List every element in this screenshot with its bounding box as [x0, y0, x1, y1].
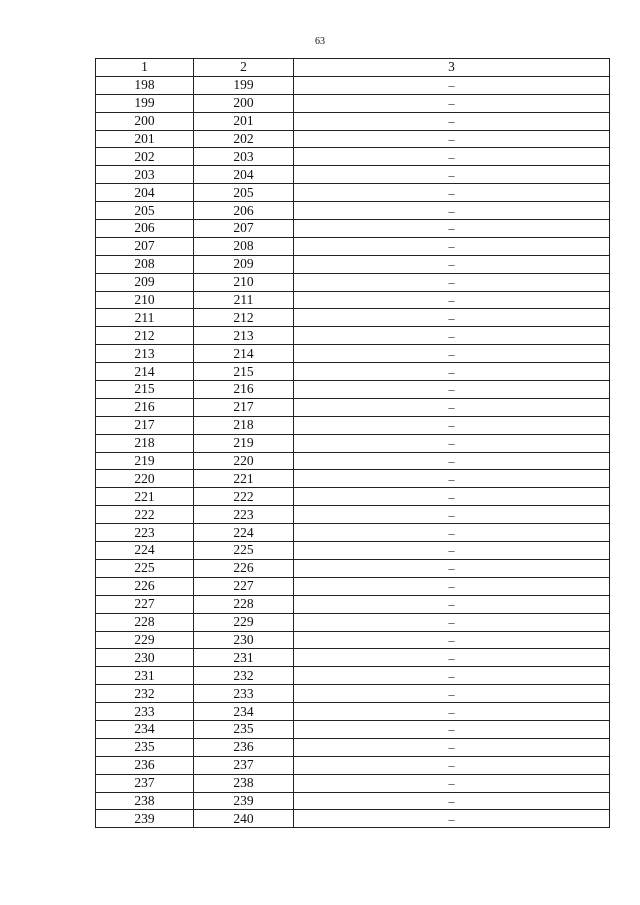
table-cell-col-1: 214	[96, 363, 194, 381]
table-row	[96, 559, 610, 577]
table-cell-col-2: 223	[194, 506, 294, 524]
table-cell-col-3: –	[294, 756, 610, 774]
table-cell-col-3: –	[294, 363, 610, 381]
table-cell-col-1: 213	[96, 345, 194, 363]
table-row	[96, 237, 610, 255]
table-cell-col-1: 233	[96, 703, 194, 721]
table-row	[96, 720, 610, 738]
table-cell-col-1: 201	[96, 130, 194, 148]
table-row	[96, 792, 610, 810]
table-cell-col-3: –	[294, 738, 610, 756]
table-cell-col-2: 220	[194, 452, 294, 470]
table-row	[96, 345, 610, 363]
table-row	[96, 595, 610, 613]
table-cell-col-2: 222	[194, 488, 294, 506]
table-cell-col-3: –	[294, 273, 610, 291]
table-row	[96, 524, 610, 542]
table-cell-col-3: –	[294, 398, 610, 416]
table-cell-col-1: 219	[96, 452, 194, 470]
table-cell-col-1: 225	[96, 559, 194, 577]
table-cell-col-2: 213	[194, 327, 294, 345]
table-cell-col-1: 234	[96, 720, 194, 738]
table-cell-col-3: –	[294, 184, 610, 202]
table-cell-col-3: –	[294, 595, 610, 613]
table-cell-col-1: 238	[96, 792, 194, 810]
table-cell-col-3: –	[294, 291, 610, 309]
column-header-3: 3	[294, 59, 610, 77]
table-cell-col-1: 221	[96, 488, 194, 506]
table-cell-col-1: 218	[96, 434, 194, 452]
table-row	[96, 202, 610, 220]
table-cell-col-3: –	[294, 720, 610, 738]
table-cell-col-2: 226	[194, 559, 294, 577]
table-row	[96, 506, 610, 524]
table-cell-col-3: –	[294, 506, 610, 524]
table-cell-col-2: 202	[194, 130, 294, 148]
table-cell-col-2: 234	[194, 703, 294, 721]
table-cell-col-1: 212	[96, 327, 194, 345]
table-cell-col-1: 220	[96, 470, 194, 488]
table-cell-col-3: –	[294, 220, 610, 238]
table-cell-col-1: 211	[96, 309, 194, 327]
table-cell-col-2: 215	[194, 363, 294, 381]
table-row	[96, 184, 610, 202]
table-cell-col-1: 231	[96, 667, 194, 685]
table-cell-col-2: 228	[194, 595, 294, 613]
table-row	[96, 470, 610, 488]
table-cell-col-1: 239	[96, 810, 194, 828]
table-row	[96, 255, 610, 273]
table-cell-col-1: 199	[96, 94, 194, 112]
table-cell-col-2: 206	[194, 202, 294, 220]
table-cell-col-2: 203	[194, 148, 294, 166]
table-row	[96, 148, 610, 166]
table-cell-col-2: 201	[194, 112, 294, 130]
table-cell-col-3: –	[294, 452, 610, 470]
table-cell-col-3: –	[294, 327, 610, 345]
table-row	[96, 649, 610, 667]
table-cell-col-3: –	[294, 76, 610, 94]
table-cell-col-1: 205	[96, 202, 194, 220]
table-cell-col-3: –	[294, 810, 610, 828]
table-row	[96, 631, 610, 649]
table-cell-col-3: –	[294, 434, 610, 452]
table-cell-col-1: 222	[96, 506, 194, 524]
table-cell-col-2: 227	[194, 577, 294, 595]
table-cell-col-3: –	[294, 255, 610, 273]
table-cell-col-1: 228	[96, 613, 194, 631]
table-cell-col-3: –	[294, 703, 610, 721]
table-row	[96, 452, 610, 470]
table-cell-col-3: –	[294, 649, 610, 667]
table-cell-col-2: 219	[194, 434, 294, 452]
table-row	[96, 738, 610, 756]
table-cell-col-3: –	[294, 202, 610, 220]
table-row	[96, 756, 610, 774]
table-cell-col-3: –	[294, 470, 610, 488]
table-cell-col-1: 208	[96, 255, 194, 273]
table-cell-col-3: –	[294, 613, 610, 631]
table-cell-col-2: 237	[194, 756, 294, 774]
table-row	[96, 220, 610, 238]
column-header-1: 1	[96, 59, 194, 77]
table-cell-col-2: 238	[194, 774, 294, 792]
table-cell-col-3: –	[294, 416, 610, 434]
table-row	[96, 166, 610, 184]
table-cell-col-3: –	[294, 130, 610, 148]
table-cell-col-1: 237	[96, 774, 194, 792]
table-cell-col-3: –	[294, 237, 610, 255]
table-cell-col-1: 216	[96, 398, 194, 416]
table-row	[96, 130, 610, 148]
table-cell-col-2: 200	[194, 94, 294, 112]
table-cell-col-3: –	[294, 166, 610, 184]
table-body	[96, 76, 610, 827]
table-cell-col-3: –	[294, 577, 610, 595]
table-row	[96, 434, 610, 452]
table-row	[96, 309, 610, 327]
table-row	[96, 667, 610, 685]
data-table	[95, 58, 610, 828]
table-row	[96, 94, 610, 112]
table-cell-col-1: 223	[96, 524, 194, 542]
table-row	[96, 774, 610, 792]
table-row	[96, 112, 610, 130]
table-cell-col-1: 232	[96, 685, 194, 703]
table-cell-col-2: 207	[194, 220, 294, 238]
table-cell-col-3: –	[294, 524, 610, 542]
table-cell-col-3: –	[294, 542, 610, 560]
table-cell-col-2: 216	[194, 381, 294, 399]
table-cell-col-2: 221	[194, 470, 294, 488]
table-cell-col-2: 225	[194, 542, 294, 560]
table-cell-col-3: –	[294, 774, 610, 792]
table-row	[96, 703, 610, 721]
table-cell-col-1: 204	[96, 184, 194, 202]
table-cell-col-3: –	[294, 94, 610, 112]
table-cell-col-2: 214	[194, 345, 294, 363]
table-row	[96, 810, 610, 828]
table-cell-col-2: 199	[194, 76, 294, 94]
table-cell-col-3: –	[294, 631, 610, 649]
table-cell-col-3: –	[294, 792, 610, 810]
table-cell-col-3: –	[294, 148, 610, 166]
table-cell-col-2: 240	[194, 810, 294, 828]
table-row	[96, 327, 610, 345]
table-cell-col-1: 215	[96, 381, 194, 399]
table-cell-col-1: 217	[96, 416, 194, 434]
table-cell-col-1: 210	[96, 291, 194, 309]
table-cell-col-1: 207	[96, 237, 194, 255]
table-cell-col-2: 232	[194, 667, 294, 685]
table-cell-col-3: –	[294, 685, 610, 703]
table-cell-col-1: 224	[96, 542, 194, 560]
page-number: 63	[315, 36, 325, 47]
table-cell-col-3: –	[294, 112, 610, 130]
table-cell-col-3: –	[294, 309, 610, 327]
table-cell-col-2: 224	[194, 524, 294, 542]
table-header	[96, 59, 610, 77]
table-cell-col-2: 235	[194, 720, 294, 738]
table-cell-col-1: 230	[96, 649, 194, 667]
table-cell-col-3: –	[294, 381, 610, 399]
table-cell-col-1: 229	[96, 631, 194, 649]
table-row	[96, 613, 610, 631]
table-row	[96, 398, 610, 416]
table-cell-col-1: 227	[96, 595, 194, 613]
table-row	[96, 381, 610, 399]
table-row	[96, 291, 610, 309]
table-cell-col-2: 212	[194, 309, 294, 327]
table-cell-col-1: 198	[96, 76, 194, 94]
table-row	[96, 76, 610, 94]
table-cell-col-2: 218	[194, 416, 294, 434]
table-cell-col-1: 202	[96, 148, 194, 166]
table-cell-col-1: 209	[96, 273, 194, 291]
table-cell-col-2: 211	[194, 291, 294, 309]
table-cell-col-2: 233	[194, 685, 294, 703]
table-cell-col-1: 235	[96, 738, 194, 756]
table-row	[96, 577, 610, 595]
table-cell-col-3: –	[294, 345, 610, 363]
table-cell-col-1: 236	[96, 756, 194, 774]
table-row	[96, 488, 610, 506]
table-cell-col-2: 205	[194, 184, 294, 202]
table-header-row	[96, 59, 610, 77]
table-cell-col-2: 230	[194, 631, 294, 649]
table-cell-col-3: –	[294, 667, 610, 685]
column-header-2: 2	[194, 59, 294, 77]
table-cell-col-2: 229	[194, 613, 294, 631]
table-row	[96, 685, 610, 703]
table-cell-col-3: –	[294, 488, 610, 506]
table-cell-col-2: 209	[194, 255, 294, 273]
table-cell-col-2: 239	[194, 792, 294, 810]
table-cell-col-2: 208	[194, 237, 294, 255]
table-cell-col-2: 217	[194, 398, 294, 416]
table-row	[96, 273, 610, 291]
table-row	[96, 542, 610, 560]
table-cell-col-2: 204	[194, 166, 294, 184]
table-row	[96, 416, 610, 434]
table-cell-col-2: 210	[194, 273, 294, 291]
table-cell-col-2: 231	[194, 649, 294, 667]
table-cell-col-1: 200	[96, 112, 194, 130]
table-row	[96, 363, 610, 381]
table-cell-col-1: 226	[96, 577, 194, 595]
table-cell-col-3: –	[294, 559, 610, 577]
table-cell-col-2: 236	[194, 738, 294, 756]
table-cell-col-1: 206	[96, 220, 194, 238]
table-cell-col-1: 203	[96, 166, 194, 184]
